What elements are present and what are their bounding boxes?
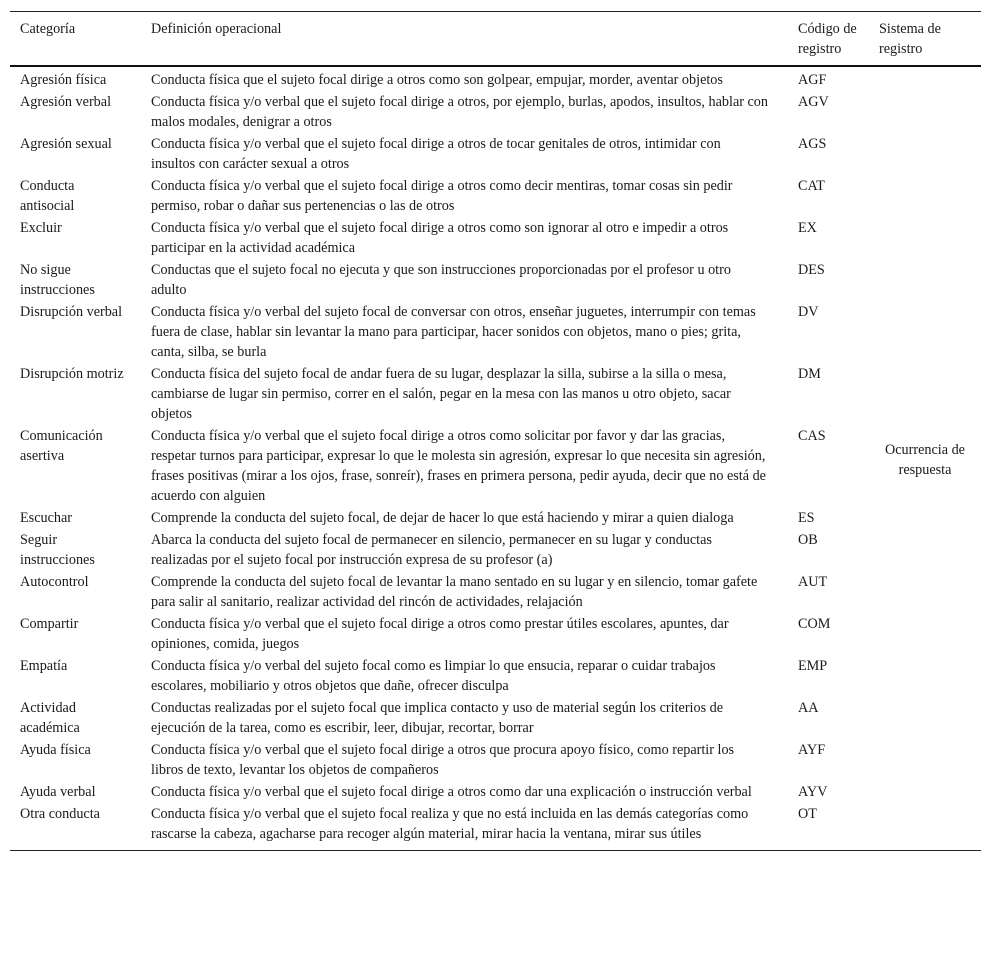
category-cell: Seguir instrucciones [20, 532, 95, 568]
category-cell: Conducta antisocial [20, 178, 75, 214]
system-cell [869, 66, 981, 850]
code-cell: CAT [798, 178, 825, 194]
table-row [10, 362, 981, 424]
definition-cell: Conducta física y/o verbal que el sujeto focal dirige a otros como dar una explicación o instrucción verbal [151, 784, 752, 800]
header-category: Categoría [10, 12, 141, 66]
category-cell: Agresión verbal [20, 94, 112, 110]
definition-cell: Conducta física y/o verbal que el sujeto focal dirige a otros como prestar útiles escolares, apuntes, dar opiniones, comida, juegos [151, 616, 729, 652]
definition-cell: Conducta física y/o verbal que el sujeto focal dirige a otros de tocar genitales de otros, intimidar con insultos con carácter sexual a otros [151, 136, 721, 172]
code-cell: DES [798, 262, 825, 278]
code-cell: DV [798, 304, 819, 320]
code-cell: AUT [798, 574, 828, 590]
category-cell: Empatía [20, 658, 68, 674]
table-row [10, 654, 981, 696]
definition-cell: Conducta física del sujeto focal de andar fuera de su lugar, desplazar la silla, subirse a la silla o mesa, cambiarse de lugar sin permiso, correr en el salón, pegar en la mesa con las manos u otro objeto, sacar objetos [151, 366, 731, 422]
definition-cell: Conducta física y/o verbal que el sujeto focal realiza y que no está incluida en las demás categorías como rascarse la cabeza, agacharse para recoger algún material, mirar hacia la ventana, mirar sus útiles [151, 806, 749, 842]
definition-cell: Comprende la conducta del sujeto focal, de dejar de hacer lo que está haciendo y mirar a quien dialoga [151, 510, 734, 526]
definition-cell: Conducta física y/o verbal que el sujeto focal dirige a otros como son ignorar al otro e impedir a otros participar en la actividad académica [151, 220, 729, 256]
code-cell: AYV [798, 784, 828, 800]
category-cell: Comunicación asertiva [20, 428, 103, 464]
header-row [10, 12, 981, 66]
table-row [10, 66, 981, 90]
category-cell: Compartir [20, 616, 79, 632]
system-value: Ocurrencia de respuesta [885, 442, 965, 478]
category-cell: No sigue instrucciones [20, 262, 95, 298]
table-body [10, 66, 981, 850]
header-code [788, 12, 869, 66]
code-cell: EX [798, 220, 817, 236]
definition-cell: Conducta física y/o verbal que el sujeto focal dirige a otros que procura apoyo físico, como repartir los libros de texto, levantar los objetos de compañeros [151, 742, 735, 778]
code-cell: ES [798, 510, 815, 526]
definition-cell: Conductas realizadas por el sujeto focal que implica contacto y uso de material según los criterios de ejecución de la tarea, como es escribir, leer, dibujar, recortar, borrar [151, 700, 724, 736]
code-cell: DM [798, 366, 821, 382]
table-row [10, 570, 981, 612]
table-header [10, 12, 981, 66]
category-cell: Escuchar [20, 510, 72, 526]
table-row [10, 216, 981, 258]
code-cell: EMP [798, 658, 828, 674]
category-cell: Autocontrol [20, 574, 89, 590]
definition-cell: Abarca la conducta del sujeto focal de permanecer en silencio, permanecer en su lugar y conductas realizadas por el sujeto focal por instrucción expresa de su profesor (a) [151, 532, 712, 568]
table-row [10, 528, 981, 570]
table-row [10, 780, 981, 802]
behavior-categories-table-container [10, 11, 981, 851]
definition-cell: Conducta física y/o verbal del sujeto focal como es limpiar lo que ensucia, reparar o cuidar trabajos escolares, mobiliario y otros objetos que dañe, ofrecer disculpa [151, 658, 716, 694]
header-system [869, 12, 981, 66]
code-cell: AGS [798, 136, 827, 152]
category-cell: Disrupción verbal [20, 304, 123, 320]
table-row [10, 738, 981, 780]
code-cell: OT [798, 806, 817, 822]
code-cell: AA [798, 700, 819, 716]
category-cell: Agresión sexual [20, 136, 112, 152]
table-row [10, 424, 981, 506]
header-code-label: Código de registro [798, 21, 857, 57]
category-cell: Excluir [20, 220, 62, 236]
definition-cell: Comprende la conducta del sujeto focal de levantar la mano sentado en su lugar y en silencio, tomar gafete para salir al sanitario, realizar actividad del rincón de actividades, relajación [151, 574, 758, 610]
table-row [10, 132, 981, 174]
table-row [10, 802, 981, 850]
code-cell: AGF [798, 72, 827, 88]
definition-cell: Conducta física que el sujeto focal dirige a otros como son golpear, empujar, morder, aventar objetos [151, 72, 723, 88]
header-system-label: Sistema de registro [879, 21, 941, 57]
definition-cell: Conducta física y/o verbal que el sujeto focal dirige a otros como decir mentiras, tomar cosas sin pedir permiso, robar o dañar sus pertenencias o las de otros [151, 178, 733, 214]
table-row [10, 174, 981, 216]
table-row [10, 90, 981, 132]
table-row [10, 258, 981, 300]
definition-cell: Conducta física y/o verbal que el sujeto focal dirige a otros, por ejemplo, burlas, apodos, insultos, hablar con malos modales, denigrar a otros [151, 94, 768, 130]
category-cell: Actividad académica [20, 700, 80, 736]
category-cell: Agresión física [20, 72, 107, 88]
category-cell: Ayuda verbal [20, 784, 96, 800]
category-cell: Otra conducta [20, 806, 100, 822]
table-row [10, 612, 981, 654]
category-cell: Disrupción motriz [20, 366, 124, 382]
table-row [10, 506, 981, 528]
code-cell: AYF [798, 742, 826, 758]
code-cell: AGV [798, 94, 829, 110]
definition-cell: Conducta física y/o verbal del sujeto focal de conversar con otros, enseñar juguetes, interrumpir con temas fuera de clase, hablar sin levantar la mano para participar, hacer sonidos con objetos, mano o pies; grita, canta, silba, se burla [151, 304, 756, 360]
code-cell: OB [798, 532, 818, 548]
table-row [10, 696, 981, 738]
definition-cell: Conductas que el sujeto focal no ejecuta y que son instrucciones proporcionadas por el profesor u otro adulto [151, 262, 731, 298]
code-cell: COM [798, 616, 831, 632]
code-cell: CAS [798, 428, 826, 444]
header-definition: Definición operacional [141, 12, 788, 66]
behavior-categories-table [10, 12, 981, 850]
table-row [10, 300, 981, 362]
category-cell: Ayuda física [20, 742, 91, 758]
definition-cell: Conducta física y/o verbal que el sujeto focal dirige a otros como solicitar por favor y dar las gracias, respetar turnos para participar, expresar lo que le molesta sin agresión, expresar lo que necesita sin agresión, frases positivas (mirar a los ojos, frase, sonreír), frases en primera persona, pedir ayuda, decir que no está de acuerdo con alguien [151, 428, 766, 504]
